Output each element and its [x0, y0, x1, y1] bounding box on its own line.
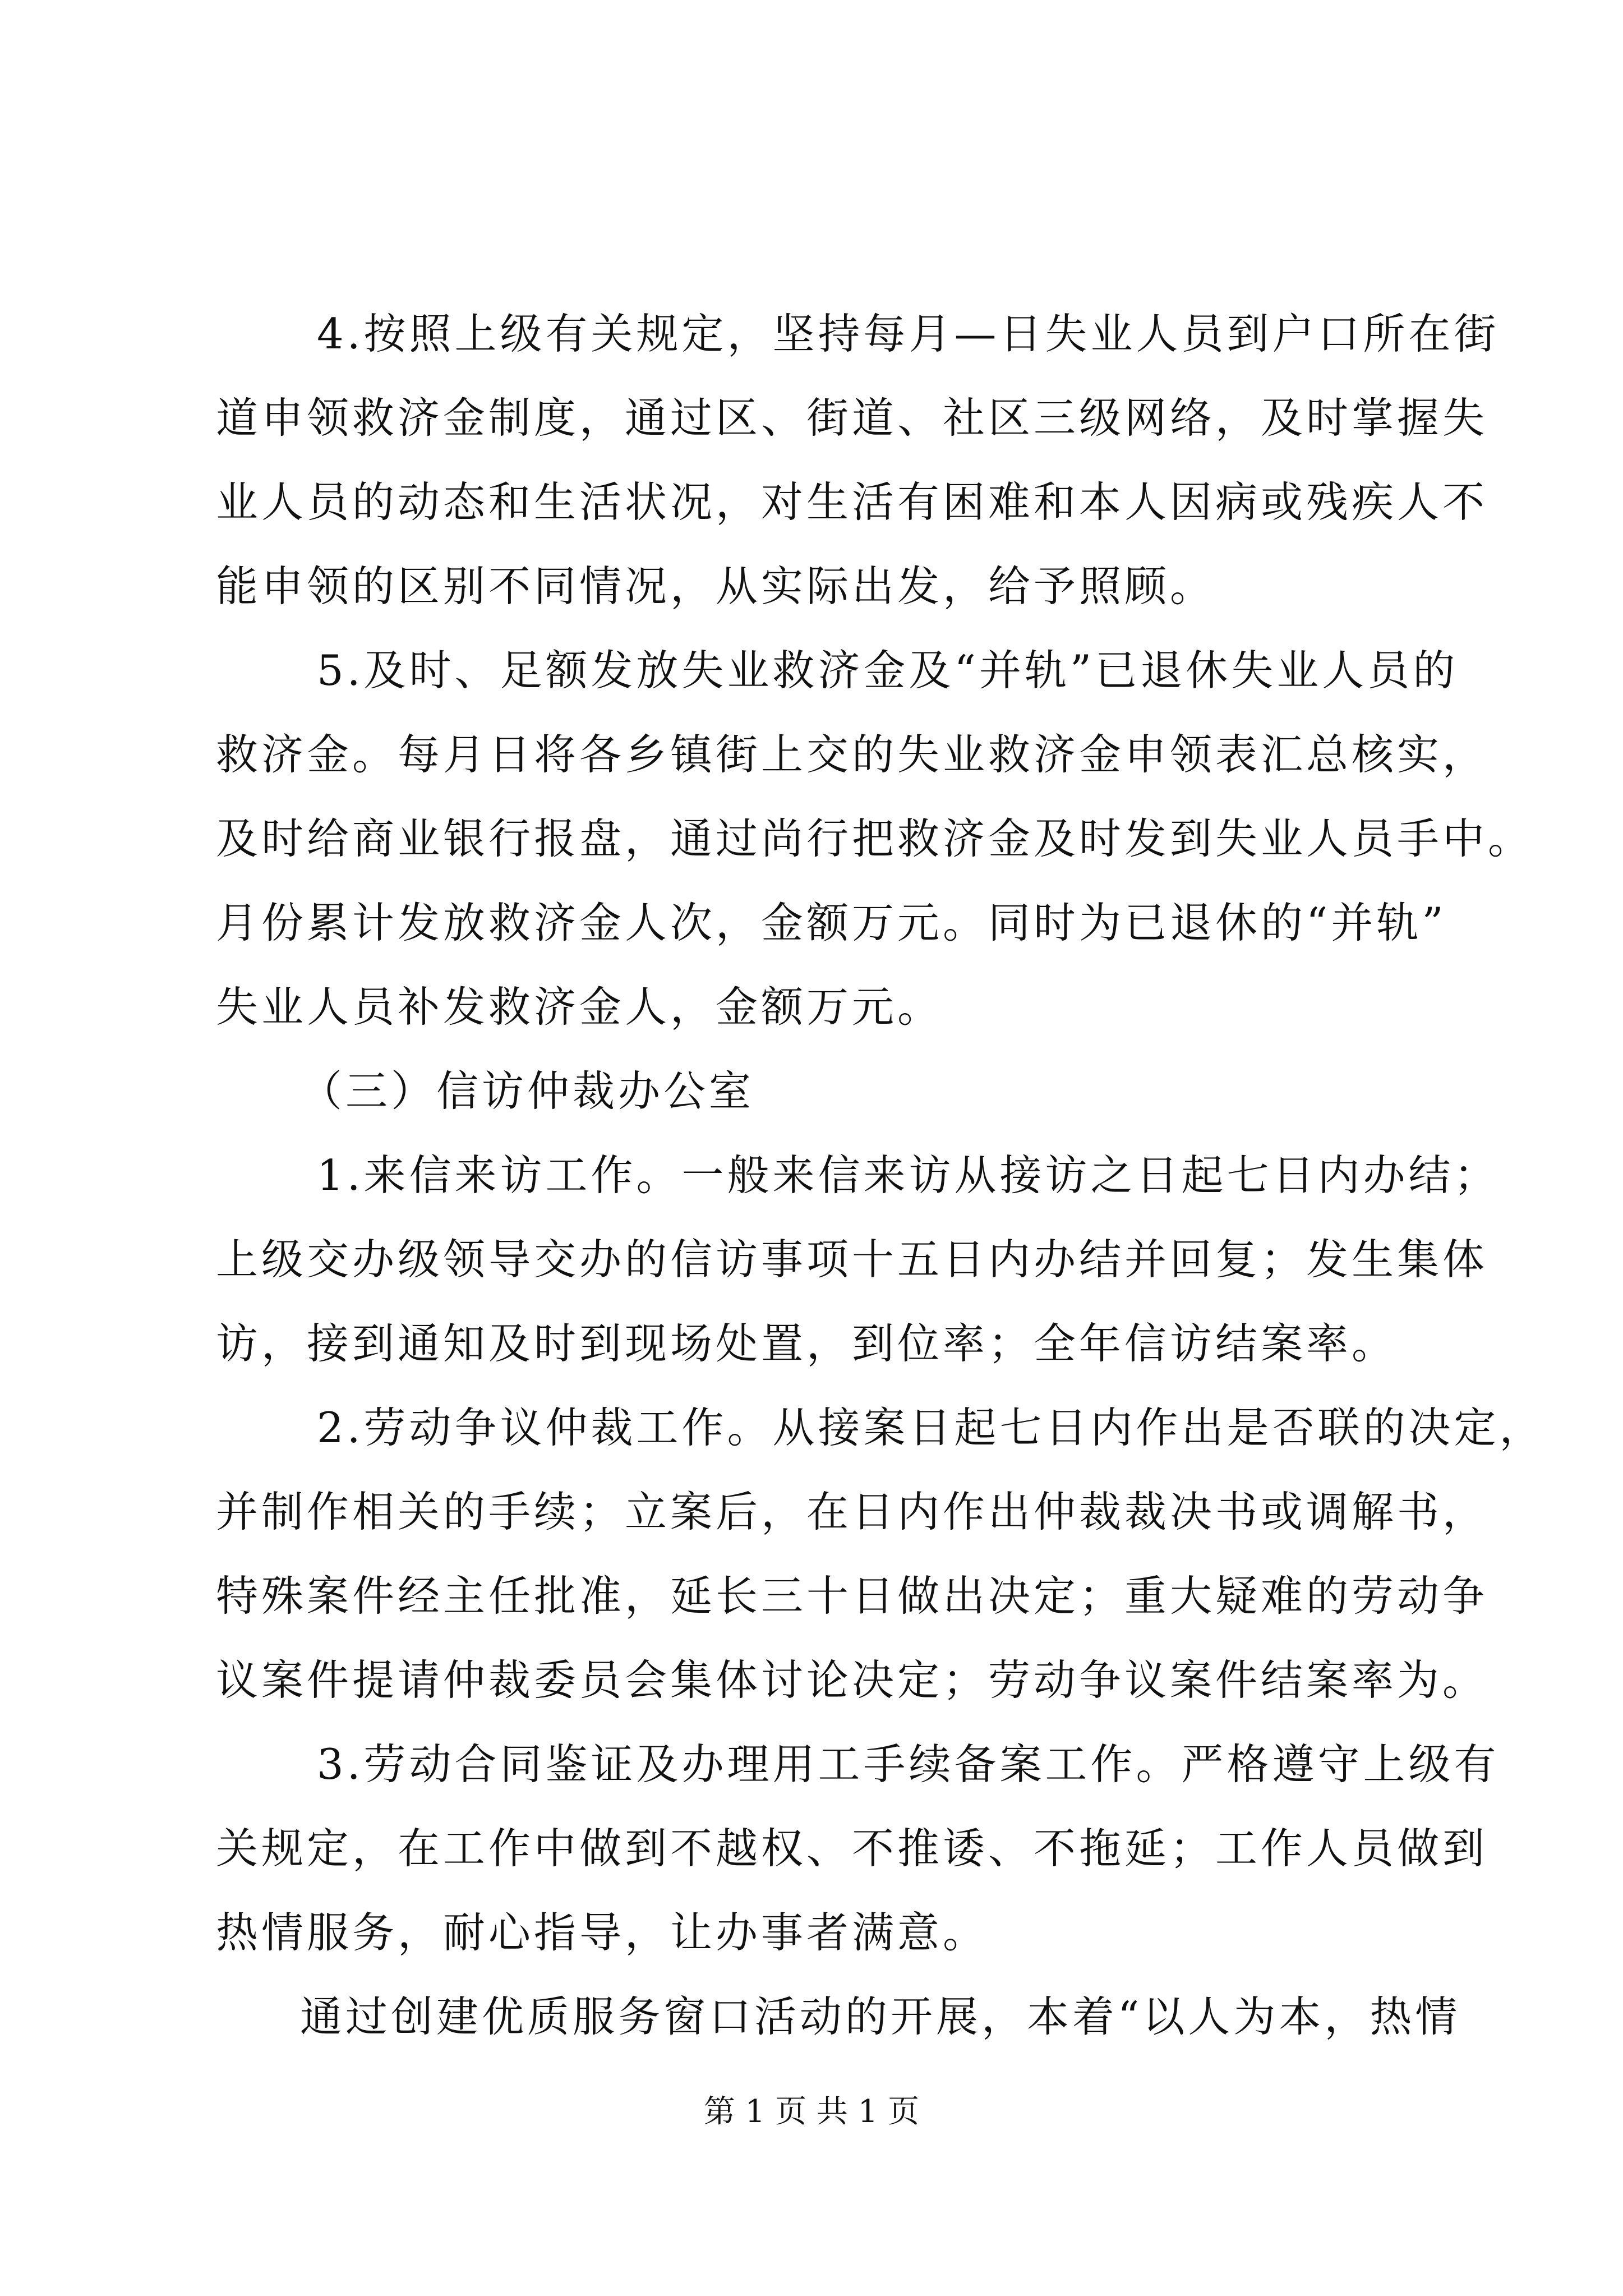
paragraph-4-line-2: 道申领救济金制度，通过区、街道、社区三级网络，及时掌握失: [216, 393, 1488, 443]
paragraph-5-line-3: 及时给商业银行报盘，通过尚行把救济金及时发到失业人员手中。: [216, 814, 1534, 863]
item-2-line-3: 特殊案件经主任批准，延长三十日做出决定；重大疑难的劳动争: [216, 1571, 1488, 1621]
item-3-line-3: 热情服务，耐心指导，让办事者满意。: [216, 1908, 989, 1957]
item-2-line-4: 议案件提请仲裁委员会集体讨论决定；劳动争议案件结案率为。: [216, 1655, 1488, 1705]
paragraph-5-line-5: 失业人员补发救济金人，金额万元。: [216, 982, 943, 1032]
document-body: [216, 292, 1545, 2059]
item-1-line-1: 1.来信来访工作。一般来信来访从接访之日起七日内办结；: [317, 1151, 1500, 1200]
closing-paragraph-line-1: 通过创建优质服务窗口活动的开展，本着“以人为本，热情: [300, 1992, 1461, 2041]
paragraph-4-line-3: 业人员的动态和生活状况，对生活有困难和本人因病或残疾人不: [216, 477, 1488, 527]
item-1-line-2: 上级交办级领导交办的信访事项十五日内办结并回复；发生集体: [216, 1235, 1488, 1284]
section-heading: （三）信访仲裁办公室: [300, 1066, 755, 1116]
item-3-line-2: 关规定，在工作中做到不越权、不推诿、不拖延；工作人员做到: [216, 1824, 1488, 1873]
paragraph-4-line-4: 能申领的区别不同情况，从实际出发，给予照顾。: [216, 562, 1216, 611]
item-2-line-1: 2.劳动争议仲裁工作。从接案日起七日内作出是否联的决定，: [317, 1403, 1545, 1452]
paragraph-4-line-1: 4.按照上级有关规定，坚持每月—日失业人员到户口所在街: [317, 309, 1500, 358]
item-3-line-1: 3.劳动合同鉴证及办理用工手续备案工作。严格遵守上级有: [317, 1740, 1500, 1789]
page-number-footer: 第 1 页 共 1 页: [703, 2093, 920, 2130]
item-2-line-2: 并制作相关的手续；立案后，在日内作出仲裁裁决书或调解书，: [216, 1487, 1488, 1536]
paragraph-5-line-1: 5.及时、足额发放失业救济金及“并轨”已退休失业人员的: [317, 646, 1459, 695]
paragraph-5-line-4: 月份累计发放救济金人次，金额万元。同时为已退休的“并轨”: [216, 898, 1447, 947]
paragraph-5-line-2: 救济金。每月日将各乡镇街上交的失业救济金申领表汇总核实，: [216, 730, 1488, 779]
item-1-line-3: 访，接到通知及时到现场处置，到位率；全年信访结案率。: [216, 1319, 1398, 1368]
